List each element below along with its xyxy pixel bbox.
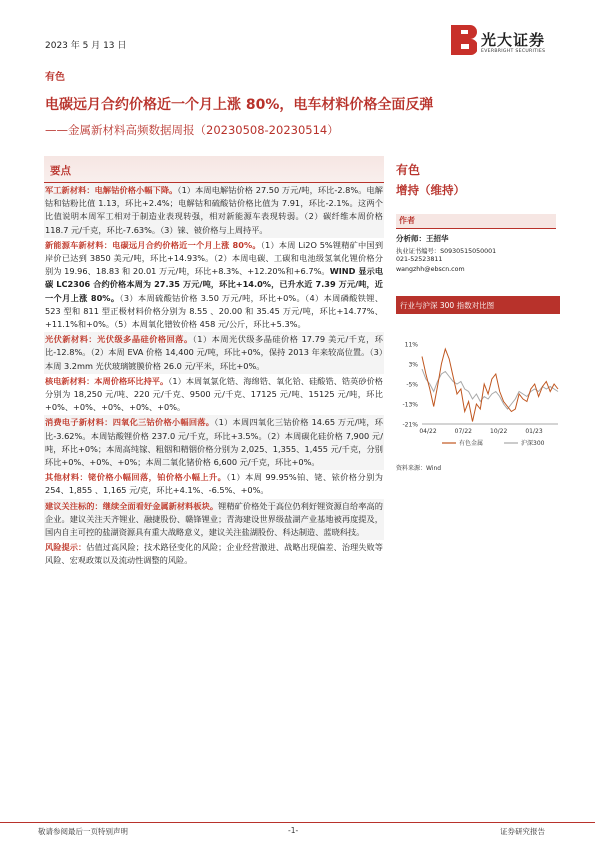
para-text: 锂精矿价格处于高位仍利好锂资源自给率高的企业。建议关注天齐锂业、融捷股份、赣锋锂业；青海建设世界级盐湖产业基地被再度提及，国内自主可控的盐湖资源具有重大战略意义，建议关注盐湖股份、科达制造、蓝晓科技。: [45, 500, 383, 538]
legend-label: 沪深300: [521, 440, 545, 448]
everbright-logo-icon: [451, 25, 477, 55]
series-line: [422, 369, 558, 409]
y-tick-label: 11%: [404, 341, 418, 349]
para-text: （1）本周光伏级多晶硅价格 17.79 美元/千克，环比-12.8%。（2）本周 EVA 价格 14,400 元/吨，环比+0%，保持 2013 年来较高位置。（3）本周 3.2mm 光伏玻璃镀膜价格 26.0 元/平米，环比+0%。: [45, 334, 383, 371]
para-label: 消费电子新材料：四氧化三钴价格小幅回落。: [45, 417, 215, 428]
analyst-phone: 021-52523811: [396, 256, 443, 263]
analyst-cert: 执业证书编号：S0930515050001: [396, 248, 497, 255]
report-subtitle: ——金属新材料高频数据周报（20230508-20230514）: [45, 123, 339, 137]
para-recommendation: [44, 499, 384, 541]
para-text-2: （3）本周硫酸钴价格 3.50 万元/吨，环比+0%。（4）本周磷酸铁锂、523 型和 811 型正极材料价格分别为 8.55 、20.00 和 35.45 万元/吨，环比+14.77%、+11.1%和+0%。（5）本周氧化镨钕价格 458 元/公斤，环比+5.3%。: [45, 292, 384, 330]
key-points-body: [44, 183, 384, 569]
footer-report-type: 证券研究报告: [500, 827, 545, 836]
logo-text-en: EVERBRIGHT SECURITIES: [481, 49, 546, 54]
para-consumer-electronics: [44, 415, 384, 470]
key-points-heading: 要点: [50, 165, 71, 177]
author-header: [396, 214, 556, 228]
para-ev: [44, 238, 384, 332]
chart-header: [396, 296, 560, 314]
footer-disclaimer: 敬请参阅最后一页特别声明: [38, 827, 128, 836]
para-label: 风险提示：: [45, 542, 87, 553]
para-label: 建议关注标的：继续全面看好金属新材料板块。: [45, 500, 219, 511]
y-tick-label: -21%: [402, 421, 418, 429]
para-text: （1）本周电解钴价格 27.50 万元/吨，环比-2.8%。电解钴和钴粉比值 1.13，环比+2.4%；电解钴和硫酸钴价格比值为 7.91，环比-2.1%。这两个比值说明本周军工相对于制造业表现转强，相对新能源车表现转弱。（2）碳纤维本周价格 118.7 元/千克，环比-7.63%。（3）铼、铍价格与上周持平。: [45, 185, 383, 235]
author-heading: 作者: [399, 216, 415, 225]
para-nuclear: [44, 374, 384, 416]
y-tick-label: -13%: [402, 401, 418, 409]
company-logo: [451, 25, 561, 61]
x-tick-label: 01/23: [525, 428, 543, 435]
para-military: [44, 183, 384, 238]
para-label: 光伏新材料：光伏级多晶硅价格回落。: [45, 334, 193, 345]
index-comparison-chart: [396, 340, 566, 448]
analyst-email: wangzhh@ebscn.com: [396, 266, 465, 273]
page-number: -1-: [288, 826, 299, 835]
para-label: 其他材料：铑价格小幅回落，铂价格小幅上升。: [45, 472, 227, 483]
series-line: [422, 349, 558, 422]
para-text: （1）本周 Li2O 5%锂精矿中国到岸价已达到 3850 美元/吨，环比+14.93%。（2）本周电碳、工碳和电池级氢氧化锂价格分别为 19.96、18.83 和 20.01 万元/吨，环比+8.3%、+12.20%和+6.7%。: [45, 239, 384, 277]
para-text: （1）本周氧氯化锆、海绵锆、氧化铪、硅酸锆、锆英砂价格分别为 18,250 元/吨、220 元/千克、9500 元/千克、17125 元/吨、15125 元/吨，环比+0%、+0%、+0%、+0%、+0%。: [45, 375, 383, 413]
para-text: （1）本周 99.95%铂、铑、铱价格分别为 254、1,855 、1,165 元/克，环比+4.1%、-6.5%、+0%。: [45, 472, 383, 496]
logo-text-cn: 光大证券: [481, 31, 546, 49]
x-tick-label: 04/22: [419, 428, 437, 435]
para-risk: [44, 540, 384, 568]
rating-label: 增持（维持）: [396, 183, 465, 197]
analyst-label: 分析师：: [396, 234, 426, 243]
legend-label: 有色金属: [459, 440, 484, 448]
para-other: [44, 470, 384, 498]
chart-title: 行业与沪深 300 指数对比图: [400, 301, 495, 310]
para-label: 核电新材料：本周价格环比持平。: [45, 375, 169, 386]
chart-source: 资料来源：Wind: [396, 465, 442, 472]
para-label: 军工新材料：电解钴价格小幅下降。: [45, 185, 178, 195]
analyst-name: 王招华: [426, 234, 449, 243]
report-title: 电碳远月合约价格近一个月上涨 80%，电车材料价格全面反弹: [45, 97, 434, 113]
footer-divider: [0, 822, 595, 823]
y-tick-label: 3%: [408, 361, 418, 369]
para-pv: [44, 332, 384, 374]
y-tick-label: -5%: [406, 381, 418, 389]
para-text: 估值过高风险；技术路径变化的风险；企业经营激进、战略出现偏差、治理失败等风险、宏观政策以及流动性调整的风险。: [45, 542, 383, 566]
author-divider: [396, 228, 556, 229]
analyst-line: [396, 233, 449, 244]
x-tick-label: 10/22: [490, 428, 508, 435]
para-text: （1）本周四氧化三钴价格 14.65 万元/吨，环比-3.62%。本周钴酸锂价格 237.0 元/千克，环比+3.5%。（2）本周碳化硅价格 7,900 元/吨，环比+0%；本周高纯镓、粗铟和精铟价格分别为 2,025、1,355、1,455 元/千克，分别环比+0%、+0%、+0%；本周二氧化锗价格 6,600 元/千克，环比+0%。: [45, 417, 383, 468]
key-points-section: [44, 156, 384, 696]
x-tick-label: 07/22: [454, 428, 472, 435]
para-bold-text: WIND 显示电碳 LC2306 合约价格本周为 27.35 万元/吨，环比+14.0%，已升水近 7.39 万元/吨，近一个月上涨 80%。: [45, 266, 384, 303]
key-points-header: [44, 156, 384, 182]
industry-label: 有色: [45, 72, 65, 83]
report-date: 2023 年 5 月 13 日: [45, 41, 127, 51]
sidebar-industry: 有色: [396, 163, 421, 177]
para-label: 新能源车新材料：电碳远月合约价格近一个月上涨 80%。: [45, 239, 261, 250]
